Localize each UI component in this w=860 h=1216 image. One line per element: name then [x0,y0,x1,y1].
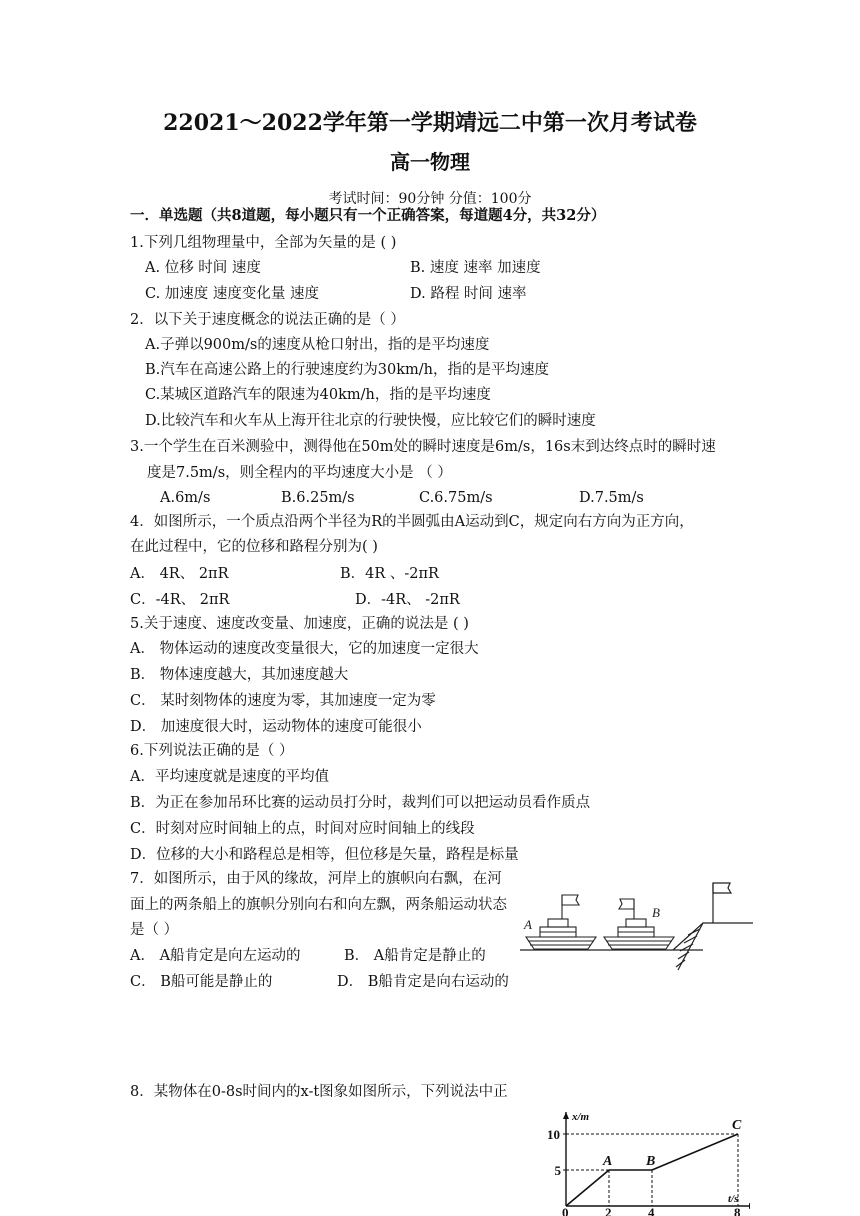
question-7-stem-line3: 是（ ） [130,922,179,938]
q7-option-d: D． B船肯定是向右运动的 [337,974,509,990]
xt-segment-2 [652,1134,738,1170]
x-tick-label-4: 4 [648,1205,655,1216]
question-2-stem: 2．以下关于速度概念的说法正确的是（ ） [130,312,405,328]
question-8-stem: 8．某物体在0-8s时间内的x-t图象如图所示，下列说法中正 [130,1084,508,1100]
q2-option-b: B.汽车在高速公路上的行驶速度约为30km/h，指的是平均速度 [145,362,549,378]
question-3-stem-line1: 3.一个学生在百米测验中，测得他在50m处的瞬时速度是6m/s，16s末到达终点时的瞬时速 [130,439,716,455]
q4-option-d: D．-4R、 -2πR [355,592,460,608]
exam-info: 考试时间：90分钟 分值：100分 [328,191,532,207]
question-3-stem-line2: 度是7.5m/s，则全程内的平均速度大小是 （ ） [147,465,452,481]
y-axis-arrow [563,1112,569,1119]
q3-option-a: A.6m/s [160,490,211,506]
question-1-stem: 1.下列几组物理量中，全部为矢量的是 ( ) [130,235,397,251]
question-6-stem: 6.下列说法正确的是（ ） [130,743,294,759]
boat-b [604,899,674,949]
x-axis-label: t/s [728,1193,739,1205]
y-tick-label-5: 5 [554,1163,561,1178]
x-axis-arrow [749,1203,750,1209]
q1-option-a: A. 位移 时间 速度 [145,260,261,276]
q5-option-a: A． 物体运动的速度改变量很大，它的加速度一定很大 [130,641,479,657]
q7-option-a: A． A船肯定是向左运动的 [130,948,301,964]
section-heading: 一．单选题（共8道题，每小题只有一个正确答案，每道题4分，共32分） [130,207,606,224]
question-4-stem-line2: 在此过程中，它的位移和路程分别为( ) [130,539,378,555]
q5-option-b: B． 物体速度越大，其加速度越大 [130,667,349,683]
question-7-stem-line1: 7．如图所示，由于风的缘故，河岸上的旗帜向右飘，在河 [130,871,502,887]
q1-option-c: C. 加速度 速度变化量 速度 [145,286,320,302]
q2-option-c: C.某城区道路汽车的限速为40km/h，指的是平均速度 [145,387,491,403]
q5-option-d: D． 加速度很大时，运动物体的速度可能很小 [130,719,422,735]
y-tick-label-10: 10 [547,1127,560,1142]
q7-option-c: C． B船可能是静止的 [130,974,273,990]
xt-chart [540,1106,750,1216]
q3-option-b: B.6.25m/s [281,490,355,506]
question-4-stem-line1: 4．如图所示，一个质点沿两个半径为R的半圆弧由A运动到C，规定向右方向为正方向， [130,514,694,530]
point-label-C: C [732,1118,742,1133]
question-7-stem-line2: 面上的两条船上的旗帜分别向右和向左飘，两条船运动状态 [130,897,507,913]
q4-option-b: B．4R 、-2πR [340,566,439,582]
q6-option-c: C．时刻对应时间轴上的点，时间对应时间轴上的线段 [130,821,475,837]
question-5-stem: 5.关于速度、速度改变量、加速度，正确的说法是 ( ) [130,616,469,632]
q1-option-d: D. 路程 时间 速率 [410,286,527,302]
boat-a [526,895,596,949]
x-tick-label-2: 2 [605,1205,612,1216]
q2-option-d: D.比较汽车和火车从上海开往北京的行驶快慢，应比较它们的瞬时速度 [145,413,596,429]
q6-option-d: D．位移的大小和路程总是相等，但位移是矢量，路程是标量 [130,847,519,863]
q4-option-c: C．-4R、 2πR [130,592,230,608]
xt-segment-0 [566,1170,609,1206]
x-tick-label-0: 0 [562,1205,569,1216]
boat-b-label: B [652,905,660,920]
q1-option-b: B. 速度 速率 加速度 [410,260,541,276]
q4-option-a: A． 4R、 2πR [130,566,229,582]
q2-option-a: A.子弹以900m/s的速度从枪口射出，指的是平均速度 [145,337,490,353]
q6-option-b: B．为正在参加吊环比赛的运动员打分时，裁判们可以把运动员看作质点 [130,795,591,811]
q3-option-c: C.6.75m/s [419,490,493,506]
boats-figure [518,875,758,975]
point-label-B: B [646,1154,656,1169]
x-tick-label-8: 8 [734,1205,741,1216]
y-axis-label: x/m [572,1111,590,1123]
q6-option-a: A．平均速度就是速度的平均值 [130,769,329,785]
boat-a-label: A [524,917,532,932]
q3-option-d: D.7.5m/s [579,490,644,506]
q7-option-b: B． A船肯定是静止的 [344,948,486,964]
exam-title: 22021～2022学年第一学期靖远二中第一次月考试卷 [163,110,697,136]
exam-subtitle: 高一物理 [390,150,470,174]
q5-option-c: C． 某时刻物体的速度为零，其加速度一定为零 [130,693,436,709]
point-label-A: A [603,1154,613,1169]
